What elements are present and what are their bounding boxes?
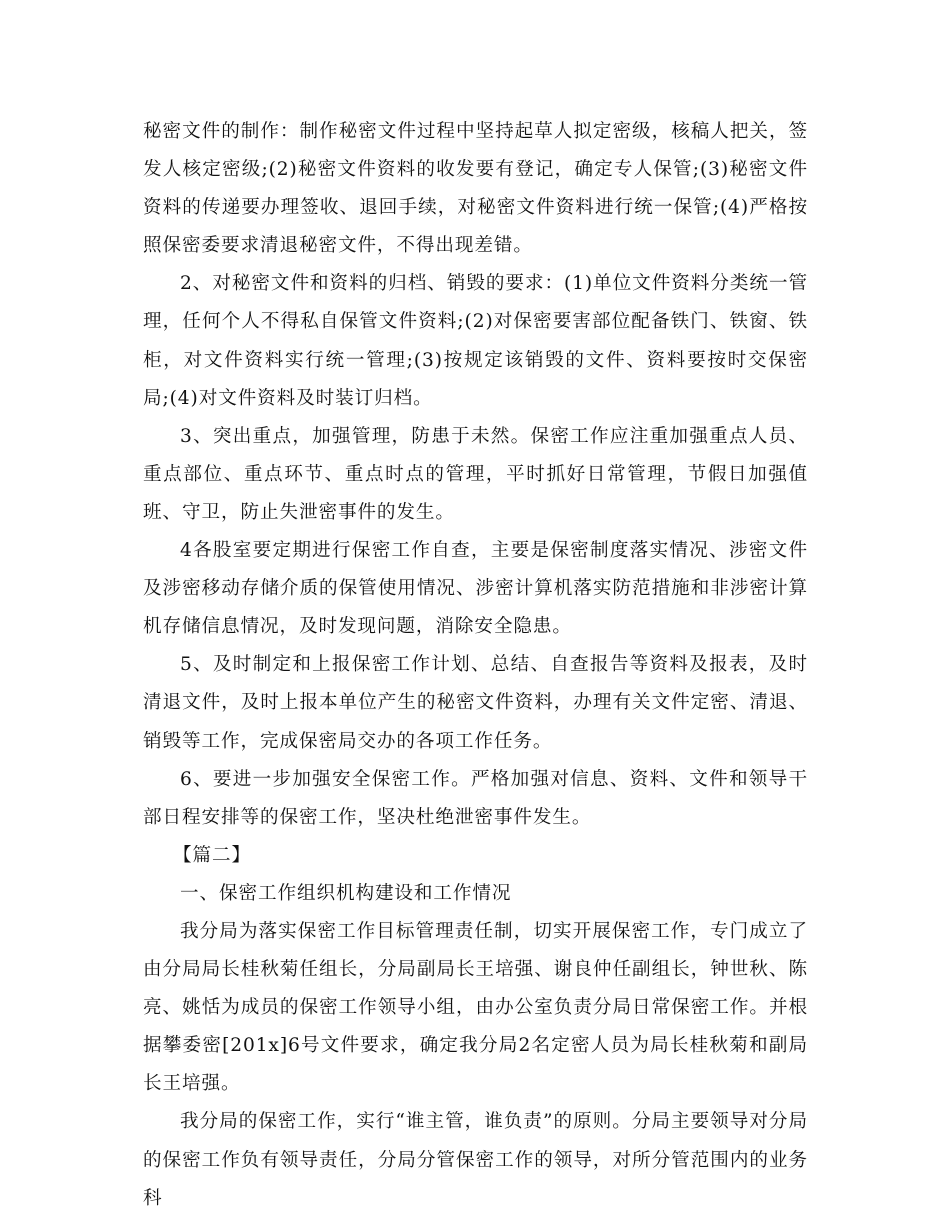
subheading-organization: 一、保密工作组织机构建设和工作情况: [180, 882, 512, 904]
paragraph-focus-management: 3、突出重点，加强管理，防患于未然。保密工作应注重加强重点人员、重点部位、重点环节、重点时点的管理，平时抓好日常管理，节假日加强值班、守卫，防止失泄密事件的发生。: [143, 425, 808, 523]
document-body: [143, 113, 808, 1218]
paragraph-self-inspection: 4各股室要定期进行保密工作自查，主要是保密制度落实情况、涉密文件及涉密移动存储介质的保管使用情况、涉密计算机落实防范措施和非涉密计算机存储信息情况，及时发现问题，消除安全隐患。: [143, 540, 808, 638]
paragraph-security-strengthening: 6、要进一步加强安全保密工作。严格加强对信息、资料、文件和领导干部日程安排等的保密工作，坚决杜绝泄密事件发生。: [143, 768, 808, 828]
paragraph-leadership-group: 我分局为落实保密工作目标管理责任制，切实开展保密工作，专门成立了由分局局长桂秋菊任组长，分局副局长王培强、谢良仲任副组长，钟世秋、陈亮、姚恬为成员的保密工作领导小组，由办公室负责分局日常保密工作。并根据攀委密[201x]6号文件要求，确定我分局2名定密人员为局长桂秋菊和副局长王培强。: [143, 920, 808, 1095]
paragraph-secret-file-production: 秘密文件的制作：制作秘密文件过程中坚持起草人拟定密级，核稿人把关，签发人核定密级;(2)秘密文件资料的收发要有登记，确定专人保管;(3)秘密文件资料的传递要办理签收、退回手续，对秘密文件资料进行统一保管;(4)严格按照保密委要求清退秘密文件，不得出现差错。: [143, 121, 808, 257]
paragraph-archiving-destruction: 2、对秘密文件和资料的归档、销毁的要求：(1)单位文件资料分类统一管理，任何个人不得私自保管文件资料;(2)对保密要害部位配备铁门、铁窗、铁柜，对文件资料实行统一管理;(3)按规定该销毁的文件、资料要按时交保密局;(4)对文件资料及时装订归档。: [143, 273, 808, 409]
paragraph-reporting: 5、及时制定和上报保密工作计划、总结、自查报告等资料及报表，及时清退文件，及时上报本单位产生的秘密文件资料，办理有关文件定密、清退、销毁等工作，完成保密局交办的各项工作任务。: [143, 654, 808, 752]
section-heading-part-two: 【篇二】: [173, 844, 251, 866]
paragraph-responsibility-principle: 我分局的保密工作，实行“谁主管，谁负责”的原则。分局主要领导对分局的保密工作负有领导责任，分局分管保密工作的领导，对所分管范围内的业务科: [143, 1111, 808, 1209]
